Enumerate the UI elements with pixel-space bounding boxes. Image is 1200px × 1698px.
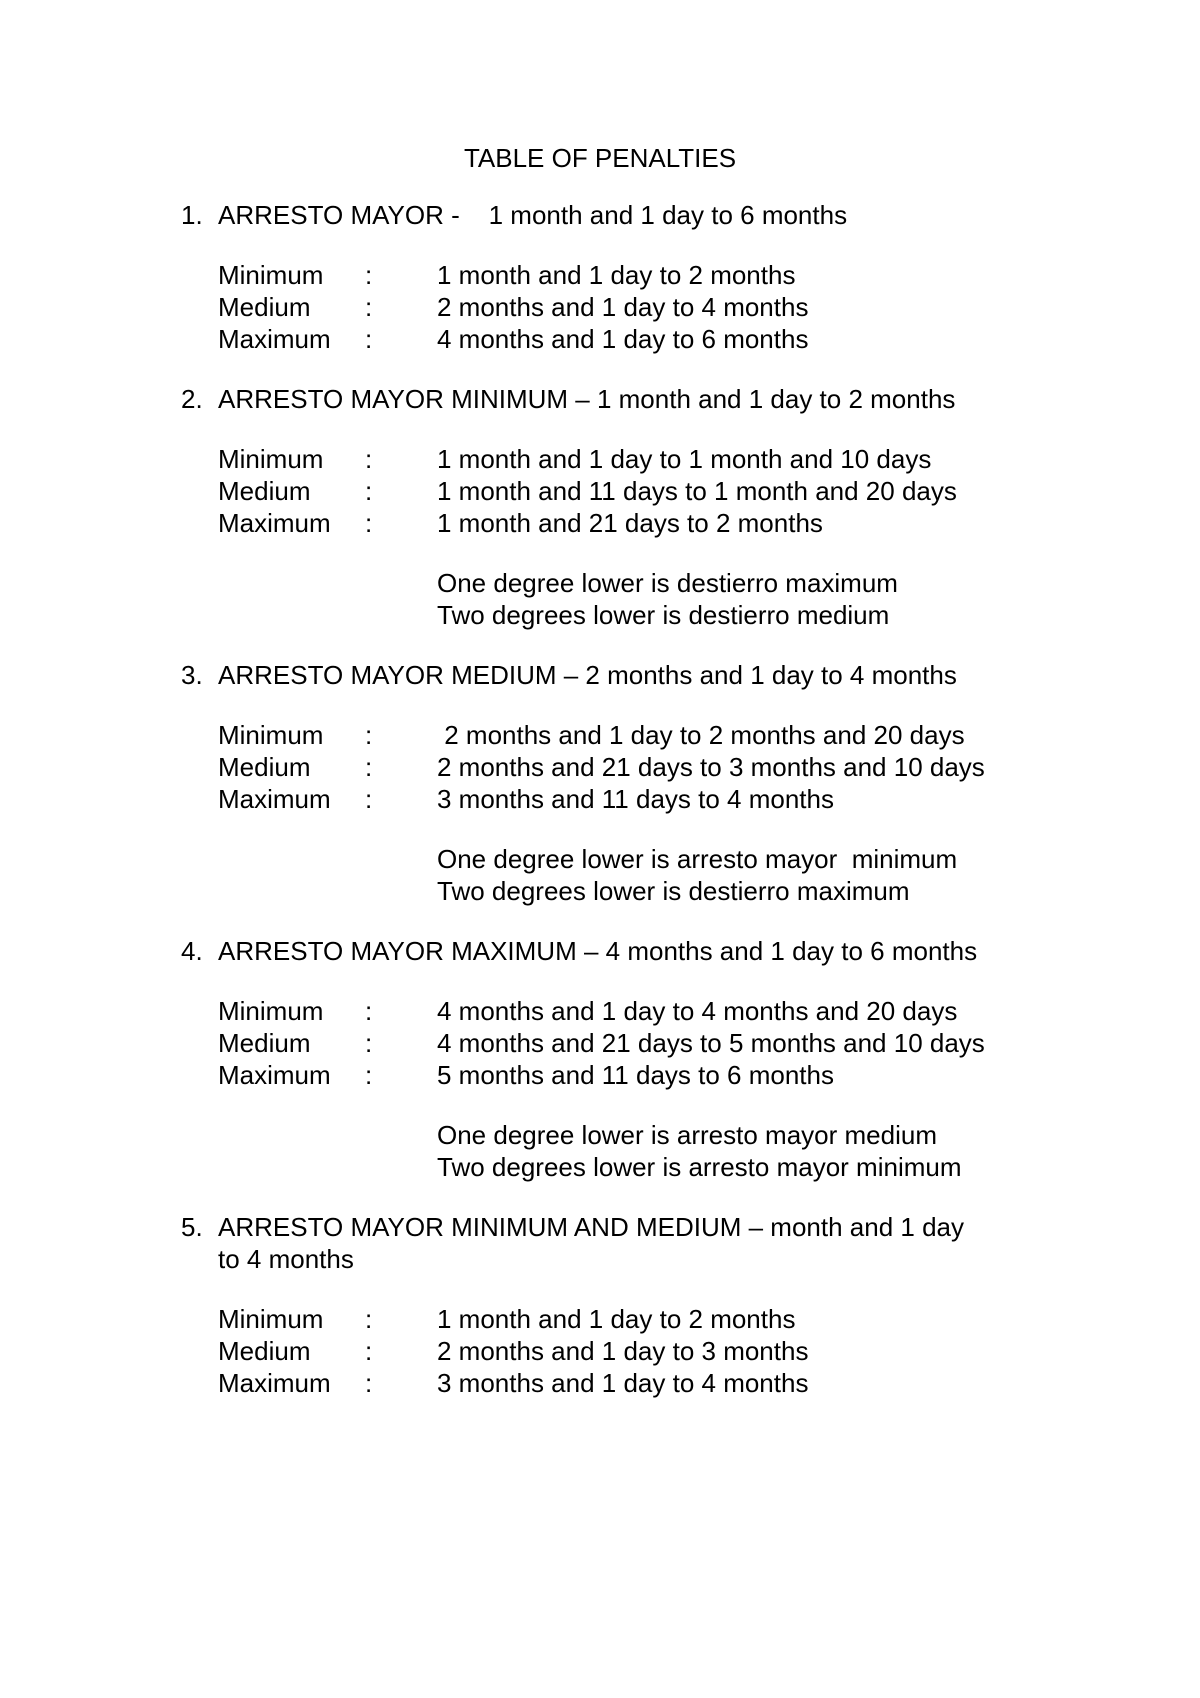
row-colon: : xyxy=(365,996,373,1026)
section-heading: ARRESTO MAYOR MINIMUM AND MEDIUM – month and 1 day xyxy=(218,1212,964,1242)
section-number: 3. xyxy=(181,660,203,690)
row-value: 1 month and 1 day to 1 month and 10 days xyxy=(437,444,932,474)
degree-note: One degree lower is arresto mayor minimum xyxy=(437,844,958,874)
section-number: 1. xyxy=(181,200,203,230)
section-heading: ARRESTO MAYOR - 1 month and 1 day to 6 months xyxy=(218,200,848,230)
row-colon: : xyxy=(365,444,373,474)
row-label: Maximum xyxy=(218,784,331,814)
row-colon: : xyxy=(365,508,373,538)
row-value: 1 month and 1 day to 2 months xyxy=(437,260,796,290)
section-number: 5. xyxy=(181,1212,203,1242)
row-value: 4 months and 1 day to 6 months xyxy=(437,324,809,354)
row-colon: : xyxy=(365,1336,373,1366)
row-colon: : xyxy=(365,1028,373,1058)
row-value: 3 months and 1 day to 4 months xyxy=(437,1368,809,1398)
row-label: Minimum xyxy=(218,1304,324,1334)
section-number: 2. xyxy=(181,384,203,414)
row-label: Medium xyxy=(218,1336,311,1366)
row-value: 3 months and 11 days to 4 months xyxy=(437,784,834,814)
row-value: 1 month and 1 day to 2 months xyxy=(437,1304,796,1334)
row-label: Minimum xyxy=(218,260,324,290)
row-label: Maximum xyxy=(218,1060,331,1090)
row-label: Maximum xyxy=(218,508,331,538)
degree-note: Two degrees lower is destierro maximum xyxy=(437,876,910,906)
row-label: Medium xyxy=(218,752,311,782)
section-heading: ARRESTO MAYOR MAXIMUM – 4 months and 1 day to 6 months xyxy=(218,936,978,966)
degree-note: One degree lower is arresto mayor medium xyxy=(437,1120,937,1150)
section-heading-continuation: to 4 months xyxy=(218,1244,354,1274)
row-label: Minimum xyxy=(218,996,324,1026)
row-value: 4 months and 21 days to 5 months and 10 days xyxy=(437,1028,985,1058)
degree-note: Two degrees lower is arresto mayor minimum xyxy=(437,1152,962,1182)
row-colon: : xyxy=(365,292,373,322)
row-value: 1 month and 11 days to 1 month and 20 days xyxy=(437,476,957,506)
row-colon: : xyxy=(365,260,373,290)
section-heading: ARRESTO MAYOR MEDIUM – 2 months and 1 day to 4 months xyxy=(218,660,957,690)
row-colon: : xyxy=(365,476,373,506)
row-colon: : xyxy=(365,324,373,354)
section-heading: ARRESTO MAYOR MINIMUM – 1 month and 1 day to 2 months xyxy=(218,384,956,414)
row-value: 1 month and 21 days to 2 months xyxy=(437,508,823,538)
section-number: 4. xyxy=(181,936,203,966)
row-value: 2 months and 1 day to 3 months xyxy=(437,1336,809,1366)
row-value: 4 months and 1 day to 4 months and 20 days xyxy=(437,996,958,1026)
row-label: Maximum xyxy=(218,324,331,354)
row-value: 2 months and 1 day to 4 months xyxy=(437,292,809,322)
row-colon: : xyxy=(365,752,373,782)
row-colon: : xyxy=(365,1368,373,1398)
row-label: Medium xyxy=(218,1028,311,1058)
row-colon: : xyxy=(365,1060,373,1090)
row-value: 2 months and 1 day to 2 months and 20 days xyxy=(437,720,965,750)
row-value: 5 months and 11 days to 6 months xyxy=(437,1060,834,1090)
row-label: Medium xyxy=(218,476,311,506)
row-colon: : xyxy=(365,784,373,814)
row-colon: : xyxy=(365,1304,373,1334)
degree-note: One degree lower is destierro maximum xyxy=(437,568,898,598)
row-label: Minimum xyxy=(218,720,324,750)
degree-note: Two degrees lower is destierro medium xyxy=(437,600,890,630)
row-value: 2 months and 21 days to 3 months and 10 days xyxy=(437,752,985,782)
row-label: Minimum xyxy=(218,444,324,474)
row-label: Medium xyxy=(218,292,311,322)
page-title: TABLE OF PENALTIES xyxy=(463,143,737,173)
row-colon: : xyxy=(365,720,373,750)
row-label: Maximum xyxy=(218,1368,331,1398)
